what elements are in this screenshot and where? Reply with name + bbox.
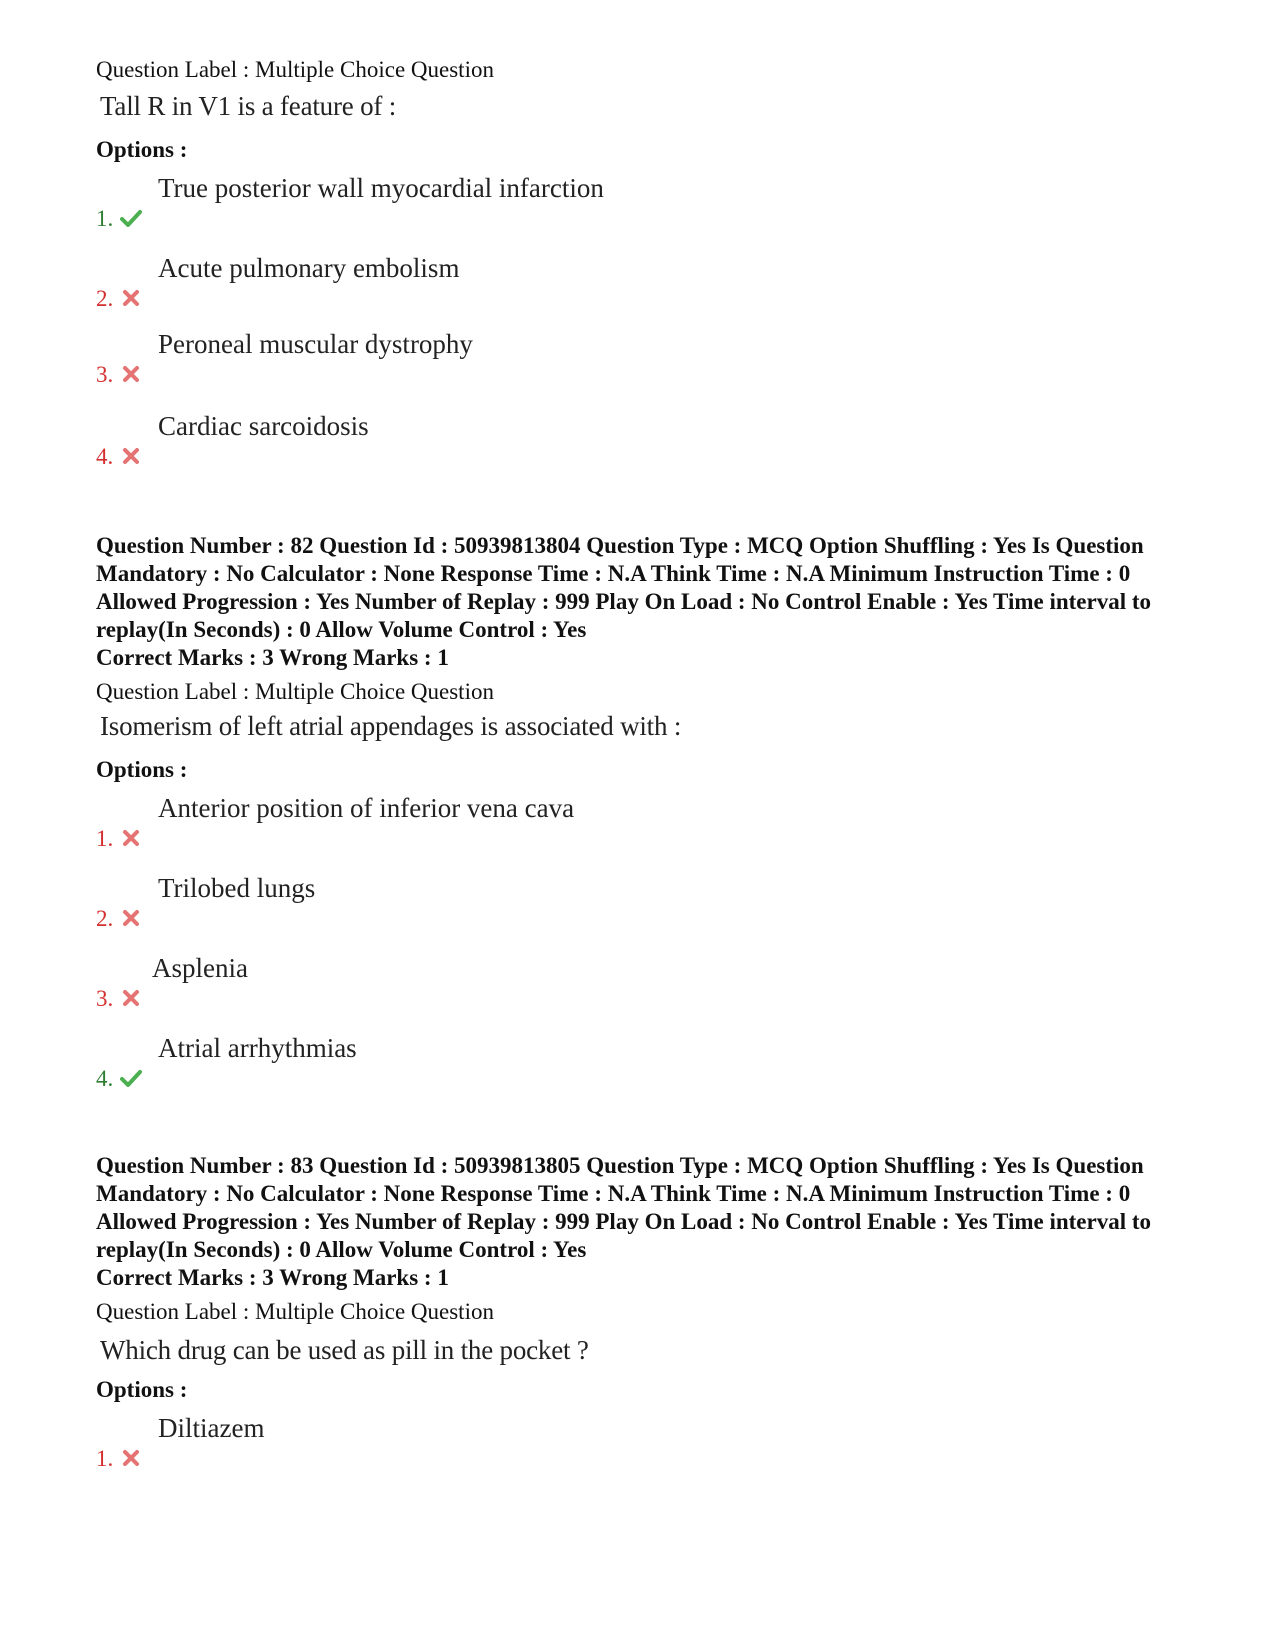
option-item [96,792,996,852]
option-item [96,172,996,232]
options-heading: Options : [96,1377,188,1402]
option-text: Cardiac sarcoidosis [158,411,369,441]
question-label: Question Label : Multiple Choice Question [96,1299,494,1324]
options-heading: Options : [96,137,188,162]
option-item [96,1032,996,1092]
marks-line: Correct Marks : 3 Wrong Marks : 1 [96,1265,449,1290]
option-text: Acute pulmonary embolism [158,253,460,283]
question-label: Question Label : Multiple Choice Question [96,57,494,82]
question-meta: Question Number : 82 Question Id : 50939813804 Question Type : MCQ Option Shuffling : Yes Is Question Mandatory : No Calculator : None Response Time : N.A Think Time : N.A Minimum Instruction Time : 0 Allowed Progression : Yes Number of Replay : 999 Play On Load : No Control Enable : Yes Time interval to replay(In Seconds) : 0 Allow Volume Control : Yes [96,533,1152,642]
option-number: 2. [96,286,114,311]
question-label: Question Label : Multiple Choice Question [96,679,494,704]
cross-icon [120,446,142,466]
option-number: 3. [96,986,114,1011]
question-text: Isomerism of left atrial appendages is associated with : [100,711,682,741]
option-number: 1. [96,206,114,231]
cross-icon [120,988,142,1008]
option-number: 4. [96,444,114,469]
question-text: Which drug can be used as pill in the pocket ? [100,1335,589,1365]
cross-icon [120,364,142,384]
checkmark-icon [120,208,142,228]
cross-icon [120,288,142,308]
question-meta: Question Number : 83 Question Id : 50939813805 Question Type : MCQ Option Shuffling : Yes Is Question Mandatory : No Calculator : None Response Time : N.A Think Time : N.A Minimum Instruction Time : 0 Allowed Progression : Yes Number of Replay : 999 Play On Load : No Control Enable : Yes Time interval to replay(In Seconds) : 0 Allow Volume Control : Yes [96,1153,1152,1262]
option-text: Trilobed lungs [158,873,316,903]
option-text: Atrial arrhythmias [158,1033,357,1063]
option-text: True posterior wall myocardial infarction [158,173,604,203]
options-heading: Options : [96,757,188,782]
cross-icon [120,908,142,928]
option-item [96,872,996,932]
option-text: Diltiazem [158,1413,265,1443]
option-number: 2. [96,906,114,931]
option-text: Anterior position of inferior vena cava [158,793,575,823]
cross-icon [120,828,142,848]
checkmark-icon [120,1068,142,1088]
cross-icon [120,1448,142,1468]
option-item [96,410,996,470]
marks-line: Correct Marks : 3 Wrong Marks : 1 [96,645,449,670]
question-text: Tall R in V1 is a feature of : [100,91,397,121]
option-text: Asplenia [152,953,248,983]
option-number: 4. [96,1066,114,1091]
option-text: Peroneal muscular dystrophy [158,329,473,359]
option-item [96,328,996,388]
option-number: 3. [96,362,114,387]
option-item [96,252,996,312]
option-item [96,1412,996,1472]
option-number: 1. [96,1446,114,1471]
option-number: 1. [96,826,114,851]
option-item [96,952,996,1012]
